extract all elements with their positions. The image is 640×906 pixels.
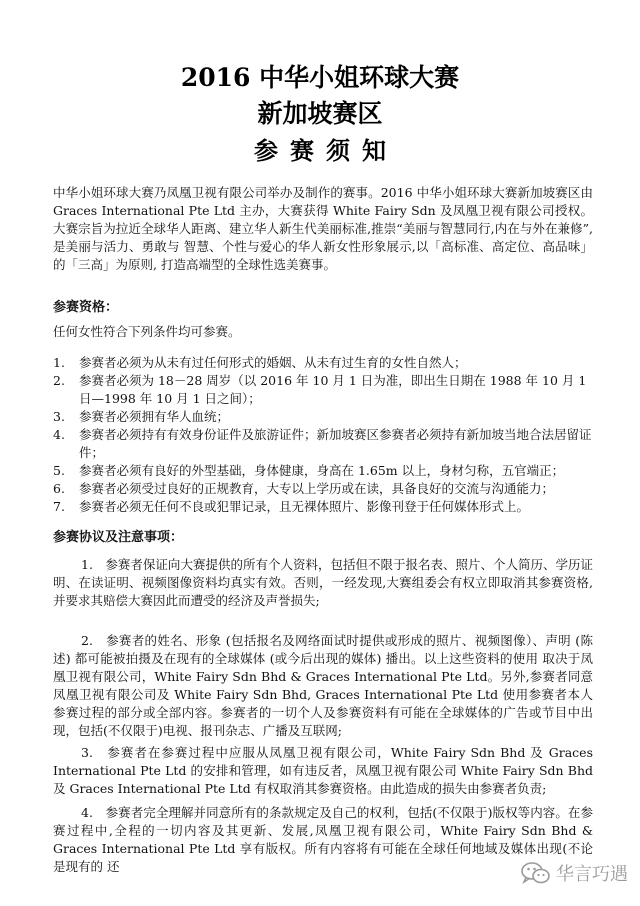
- page-title: 2016 中华小姐环球大赛: [180, 63, 460, 92]
- list-item: [53, 408, 598, 426]
- watermark: [521, 860, 628, 886]
- item-text: 参赛者必须无任何不良或犯罪记录，且无裸体照片、影像刊登于任何媒体形式上。: [79, 499, 530, 514]
- wechat-icon: [521, 861, 551, 885]
- agreement-clause-4: 4. 参赛者完全理解并同意所有的条款规定及自己的权利，包括(不仅限于)版权等内容。在参赛过程中,全程的一切内容及其更新、发展,凤凰卫视有限公司，White Fairy Sdn Bhd & Graces International Pte Ltd 享有版权。所有内容将有可能在全球任何地域及媒体出现(不论是现有的 还: [53, 805, 593, 874]
- item-text: 参赛者必须拥有华人血统；: [79, 409, 230, 424]
- list-item: [53, 498, 598, 516]
- item-number: 4.: [53, 427, 65, 442]
- page-subtitle: 新加坡赛区: [257, 99, 383, 128]
- item-text: 参赛者必须为从未有过任何形式的婚姻、从未有过生育的女性自然人；: [79, 355, 467, 370]
- item-number: 2.: [53, 373, 65, 388]
- list-item: [53, 480, 598, 498]
- eligibility-heading: 参赛资格：: [53, 300, 119, 315]
- item-text: 参赛者必须持有有效身份证件及旅游证件；新加坡赛区参赛者必须持有新加坡当地合法居留证件；: [79, 427, 592, 460]
- item-number: 3.: [53, 409, 65, 424]
- intro-paragraph: 中华小姐环球大赛乃凤凰卫视有限公司举办及制作的赛事。2016 中华小姐环球大赛新加坡赛区由 Graces International Pte Ltd 主办，大赛获得 White Fairy Sdn 及凤凰卫视有限公司授权。大赛宗旨为拉近全球华人距离、建立华人新生代美丽标准,推崇“美丽与智慧同行,内在与外在兼修”,是美丽与活力、勇敢与 智慧、个性与爱心的华人新女性形象展示,以「高标准、高定位、高品味」的「三高」为原则, 打造高端型的全球性选美赛事。: [53, 185, 593, 272]
- agreement-clause-3: 3. 参赛者在参赛过程中应服从凤凰卫视有限公司，White Fairy Sdn Bhd 及 Graces International Pte Ltd 的安排和管理，如有违反者，凤凰卫视有限公司 White Fairy Sdn Bhd 及 Graces International Pte Ltd 有权取消其参赛资格。由此造成的损失由参赛者负责;: [53, 745, 593, 796]
- document-heading: 参赛须知: [254, 136, 398, 165]
- agreement-clause-2: 2. 参赛者的姓名、形象 (包括报名及网络面试时提供或形成的照片、视频图像）、声明 (陈述) 都可能被拍摄及在现有的全球媒体 (或今后出现的媒体) 播出。以上这些资料的使用 取决于凤凰卫视有限公司，White Fairy Sdn Bhd & Graces International Pte Ltd。另外,参赛者同意 凤凰卫视有限公司及 White Fairy Sdn Bhd, Graces International Pte Ltd 使用参赛者本人参赛过程的部分或全部内容。参赛者的一切个人及参赛资料有可能在全球媒体的广告或节目中出现，包括(不仅限于)电视、报刊杂志、广播及互联网;: [53, 633, 593, 738]
- list-item: [53, 426, 598, 462]
- item-number: 7.: [53, 499, 65, 514]
- agreement-clause-1: 1. 参赛者保证向大赛提供的所有个人资料，包括但不限于报名表、照片、个人简历、学历证 明、在读证明、视频图像资料均真实有效。否则，一经发现,大赛组委会有权立即取消其参赛资格,并要求其赔偿大赛因此而遭受的经济及声誉损失;: [53, 557, 593, 608]
- item-number: 6.: [53, 481, 65, 496]
- eligibility-lead: 任何女性符合下列条件均可参赛。: [53, 324, 241, 339]
- item-text: 参赛者必须为 18－28 周岁（以 2016 年 10 月 1 日为准，即出生日期在 1988 年 10 月 1 日—1998 年 10 月 1 日之间）；: [79, 373, 587, 406]
- list-item: [53, 372, 598, 408]
- agreement-heading: 参赛协议及注意事项：: [53, 530, 184, 545]
- item-text: 参赛者必须有良好的外型基础，身体健康，身高在 1.65m 以上，身材匀称，五官端正；: [79, 463, 565, 478]
- list-item: [53, 462, 598, 480]
- list-item: [53, 354, 598, 372]
- watermark-text: 华言巧遇: [556, 864, 628, 885]
- item-text: 参赛者必须受过良好的正规教育，大专以上学历或在读，具备良好的交流与沟通能力；: [79, 481, 555, 496]
- eligibility-list: [53, 354, 598, 516]
- item-number: 5.: [53, 463, 65, 478]
- item-number: 1.: [53, 355, 65, 370]
